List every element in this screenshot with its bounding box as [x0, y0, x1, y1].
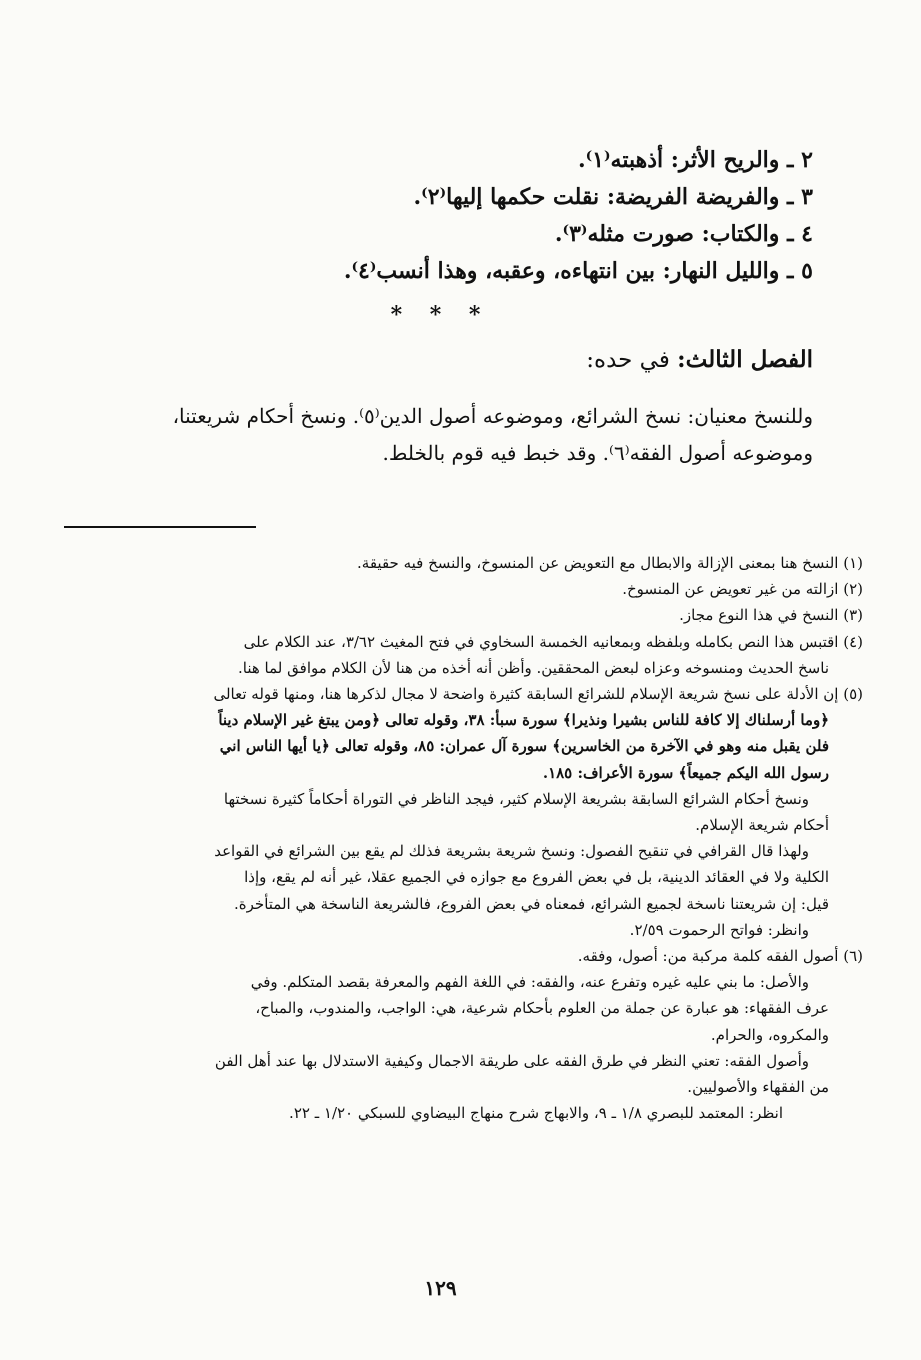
footnote-line: ﴿وما أرسلناك إلا كافة للناس بشيرا ونذيرا﴾ سورة سبأ: ٣٨، وقوله تعالى ﴿ومن يبتغ غير الإسلام ديناً — [218, 711, 829, 730]
footnote-line: رسول الله اليكم جميعاً﴾ سورة الأعراف: ١٨٥. — [542, 763, 829, 782]
body-paragraph — [58, 398, 813, 472]
footnote-line: الكلية ولا في العقائد الدينية، بل في بعض الفروع مع جوازه في الجميع عقلا، غير أنه لم يقع، وإذا — [244, 868, 829, 887]
footnote-line: قيل: إن شريعتنا ناسخة لجميع الشرائع، فمعناه في بعض الفروع، فالشريعة الناسخة هي المتأخرة. — [234, 894, 829, 913]
footnote-3: (٣) النسخ في هذا النوع مجاز. — [679, 606, 863, 625]
footnote-line: والأصل: ما بني عليه غيره وتفرع عنه، والفقه: في اللغة الفهم والمعرفة بقصد المتكلم. وفي — [250, 973, 809, 992]
page-number: ١٢٩ — [424, 1276, 457, 1300]
footnote-line: أحكام شريعة الإسلام. — [695, 816, 829, 835]
footnote-5: (٥) إن الأدلة على نسخ شريعة الإسلام للشرائع السابقة كثيرة واضحة لا مجال لذكرها هنا، ومنها قوله تعالى — [213, 685, 863, 704]
definition-line: ٥ ـ والليل النهار: بين انتهاءه، وعقبه، وهذا أنسب⁽٤⁾. — [343, 258, 813, 284]
footnote-divider — [64, 526, 256, 528]
footnote-line: ونسخ أحكام الشرائع السابقة بشريعة الإسلام كثير، فيجد الناظر في التوراة أحكاماً كثيرة نسختها — [223, 789, 809, 808]
footnote-2: (٢) ازالته من غير تعويض عن المنسوخ. — [622, 580, 863, 599]
paragraph-line: وموضوعه أصول الفقه⁽٦⁾. وقد خبط فيه قوم بالخلط. — [382, 441, 813, 465]
footnote-line: وأصول الفقه: تعني النظر في طرق الفقه على طريقة الاجمال وكيفية الاستدلال بها عند أهل الفن — [214, 1051, 809, 1070]
chapter-subtitle: في حده: — [586, 347, 678, 373]
footnote-line: وانظر: فواتح الرحموت ٢/٥٩. — [629, 920, 809, 939]
footnote-6: (٦) أصول الفقه كلمة مركبة من: أصول، وفقه. — [577, 947, 863, 966]
chapter-title: الفصل الثالث: — [677, 346, 813, 373]
definition-line: ٣ ـ والفريضة الفريضة: نقلت حكمها إليها⁽٢⁾. — [413, 184, 813, 210]
footnote-line: فلن يقبل منه وهو في الآخرة من الخاسرين﴾ سورة آل عمران: ٨٥، وقوله تعالى ﴿يا أيها الناس اني — [219, 737, 829, 756]
definition-line: ٢ ـ والريح الأثر: أذهبته⁽١⁾. — [577, 147, 813, 173]
chapter-heading — [586, 346, 813, 373]
paragraph-line: وللنسخ معنيان: نسخ الشرائع، وموضوعه أصول الدين⁽٥⁾. ونسخ أحكام شريعتنا، — [172, 404, 813, 428]
main-text — [58, 142, 813, 290]
footnote-1: (١) النسخ هنا بمعنى الإزالة والابطال مع التعويض عن المنسوخ، والنسخ فيه حقيقة. — [357, 554, 863, 572]
footnote-line: ناسخ الحديث ومنسوخه وعزاه لبعض المحققين. وأظن أنه أخذه من هنا لأن الكلام موافق لما هنا. — [238, 658, 829, 677]
footnote-line: انظر: المعتمد للبصري ١/٨ ـ ٩، والابهاج شرح منهاج البيضاوي للسبكي ١/٢٠ ـ ٢٢. — [289, 1104, 783, 1123]
footnotes — [58, 550, 863, 1126]
footnote-4: (٤) اقتبس هذا النص بكامله وبلفظه وبمعانيه الخمسة السخاوي في فتح المغيث ٣/٦٢، عند الكلام على — [243, 632, 863, 651]
section-separator: * * * — [390, 302, 491, 328]
footnote-line: عرف الفقهاء: هو عبارة عن جملة من العلوم بأحكام شرعية، هي: الواجب، والمندوب، والمباح، — [255, 999, 829, 1018]
footnote-line: من الفقهاء والأصوليين. — [687, 1078, 829, 1097]
footnote-line: ولهذا قال القرافي في تنقيح الفصول: ونسخ شريعة بشريعة فذلك لم يقع بين الشرائع في القواعد — [214, 842, 809, 861]
definition-line: ٤ ـ والكتاب: صورت مثله⁽٣⁾. — [554, 221, 813, 247]
footnote-line: والمكروه، والحرام. — [710, 1025, 829, 1044]
